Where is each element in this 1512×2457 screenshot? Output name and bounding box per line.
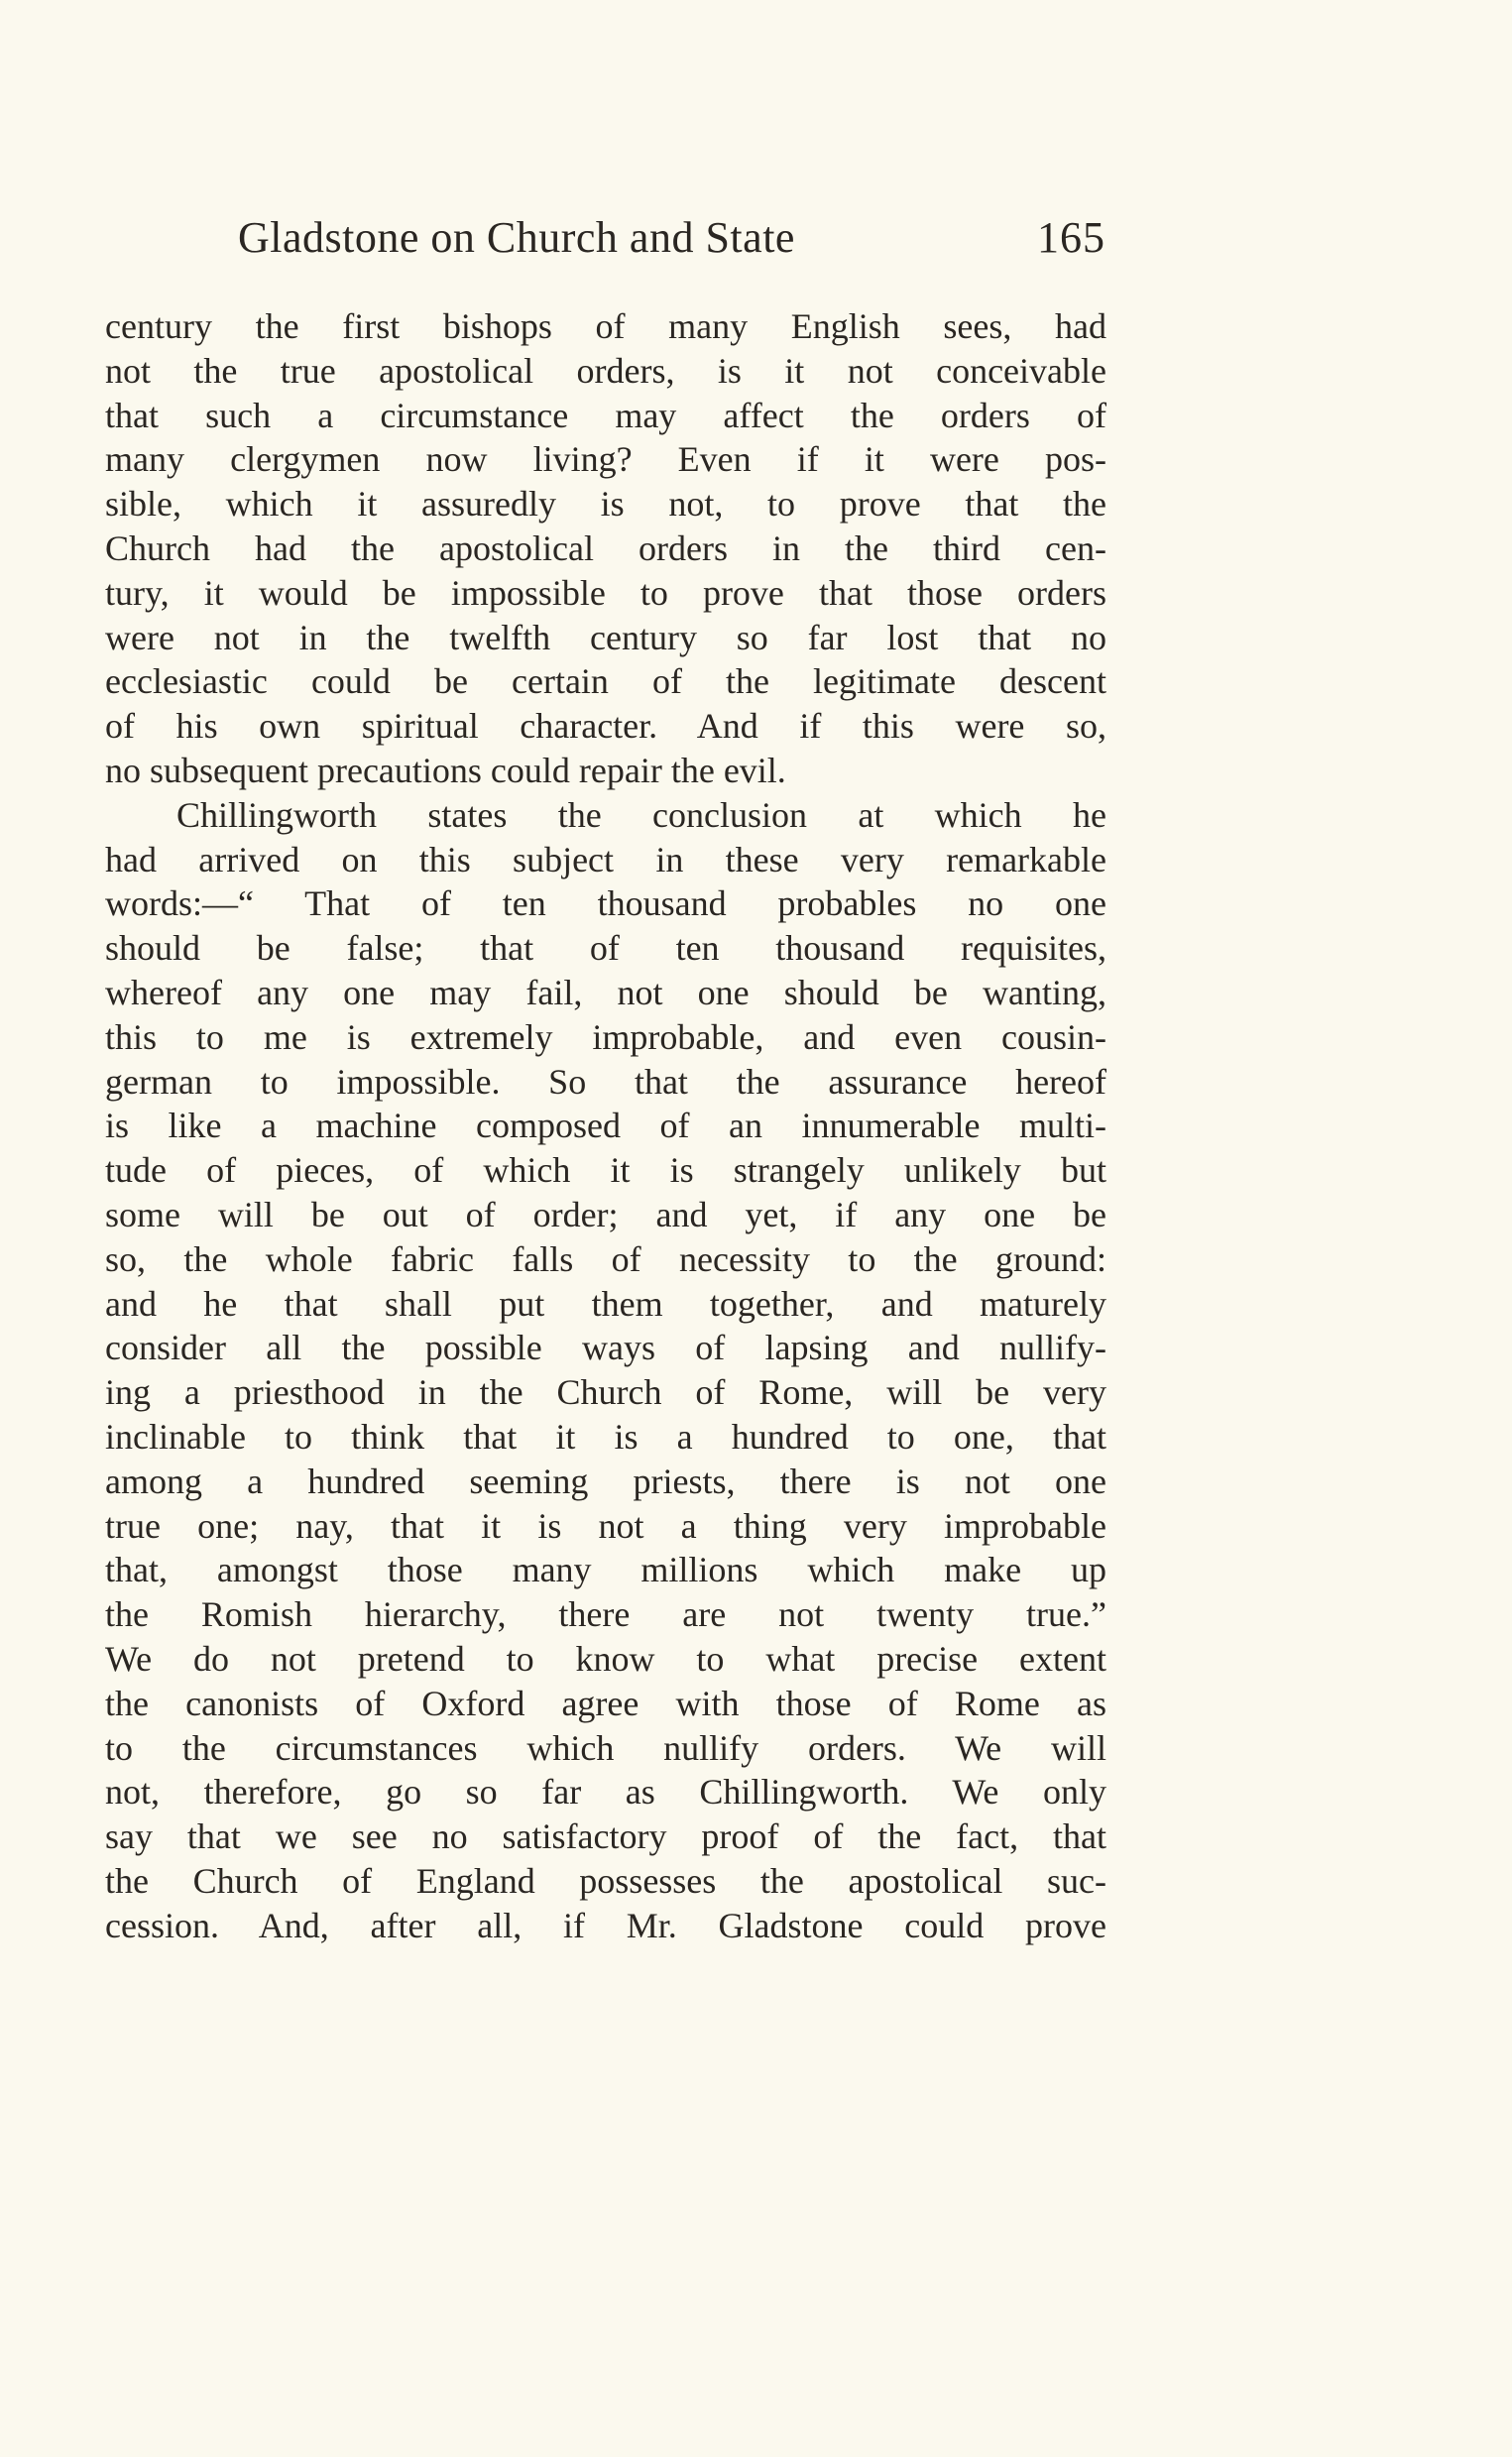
text-line: were not in the twelfth century so far lost that no: [105, 617, 1106, 657]
text-line: among a hundred seeming priests, there is not one: [105, 1461, 1106, 1501]
text-line: whereof any one may fail, not one should be wanting,: [105, 972, 1106, 1012]
text-line: not the true apostolical orders, is it not conceivable: [105, 350, 1106, 391]
text-line: this to me is extremely improbable, and even cousin-: [105, 1016, 1106, 1057]
running-head: [238, 212, 1105, 272]
page-number: 165: [1037, 213, 1105, 262]
text-line: true one; nay, that it is not a thing very improbable: [105, 1505, 1106, 1546]
running-title: Gladstone on Church and State: [238, 213, 795, 262]
text-line: and he that shall put them together, and maturely: [105, 1283, 1106, 1324]
text-line: had arrived on this subject in these very remarkable: [105, 839, 1106, 879]
text-line: sible, which it assuredly is not, to prove that the: [105, 484, 1106, 525]
text-line: the Romish hierarchy, there are not twenty true.”: [105, 1594, 1106, 1635]
text-line: that, amongst those many millions which make up: [105, 1550, 1106, 1590]
text-line: the Church of England possesses the apostolical suc-: [105, 1860, 1106, 1901]
text-line: cession. And, after all, if Mr. Gladstone could prove: [105, 1905, 1106, 1945]
text-line: the canonists of Oxford agree with those of Rome as: [105, 1683, 1106, 1723]
text-line: inclinable to think that it is a hundred to one, that: [105, 1416, 1106, 1457]
text-line: words:—“ That of ten thousand probables no one: [105, 883, 1106, 924]
body-text: [105, 304, 1106, 1947]
text-line: is like a machine composed of an innumerable multi-: [105, 1106, 1106, 1146]
text-line: Church had the apostolical orders in the third cen-: [105, 527, 1106, 568]
text-line: some will be out of order; and yet, if any one be: [105, 1194, 1106, 1234]
text-line: german to impossible. So that the assurance hereof: [105, 1061, 1106, 1102]
text-line: tury, it would be impossible to prove that those orders: [105, 572, 1106, 613]
text-line: not, therefore, go so far as Chillingworth. We only: [105, 1772, 1106, 1813]
text-line: tude of pieces, of which it is strangely unlikely but: [105, 1150, 1106, 1191]
text-line: many clergymen now living? Even if it were pos-: [105, 439, 1106, 480]
text-line: to the circumstances which nullify orders. We will: [105, 1727, 1106, 1768]
text-line: that such a circumstance may affect the orders of: [105, 395, 1106, 435]
text-line: no subsequent precautions could repair the evil.: [105, 750, 786, 790]
text-line: consider all the possible ways of lapsing and nullify-: [105, 1328, 1106, 1368]
text-line: of his own spiritual character. And if this were so,: [105, 706, 1106, 747]
text-line: should be false; that of ten thousand requisites,: [105, 928, 1106, 969]
text-line: say that we see no satisfactory proof of the fact, that: [105, 1816, 1106, 1857]
text-line: ing a priesthood in the Church of Rome, will be very: [105, 1372, 1106, 1413]
text-line: ecclesiastic could be certain of the legitimate descent: [105, 661, 1106, 702]
text-line: We do not pretend to know to what precise extent: [105, 1638, 1106, 1679]
text-line: so, the whole fabric falls of necessity to the ground:: [105, 1238, 1106, 1279]
text-line: Chillingworth states the conclusion at which he: [176, 794, 1106, 835]
text-line: century the first bishops of many English sees, had: [105, 306, 1106, 346]
